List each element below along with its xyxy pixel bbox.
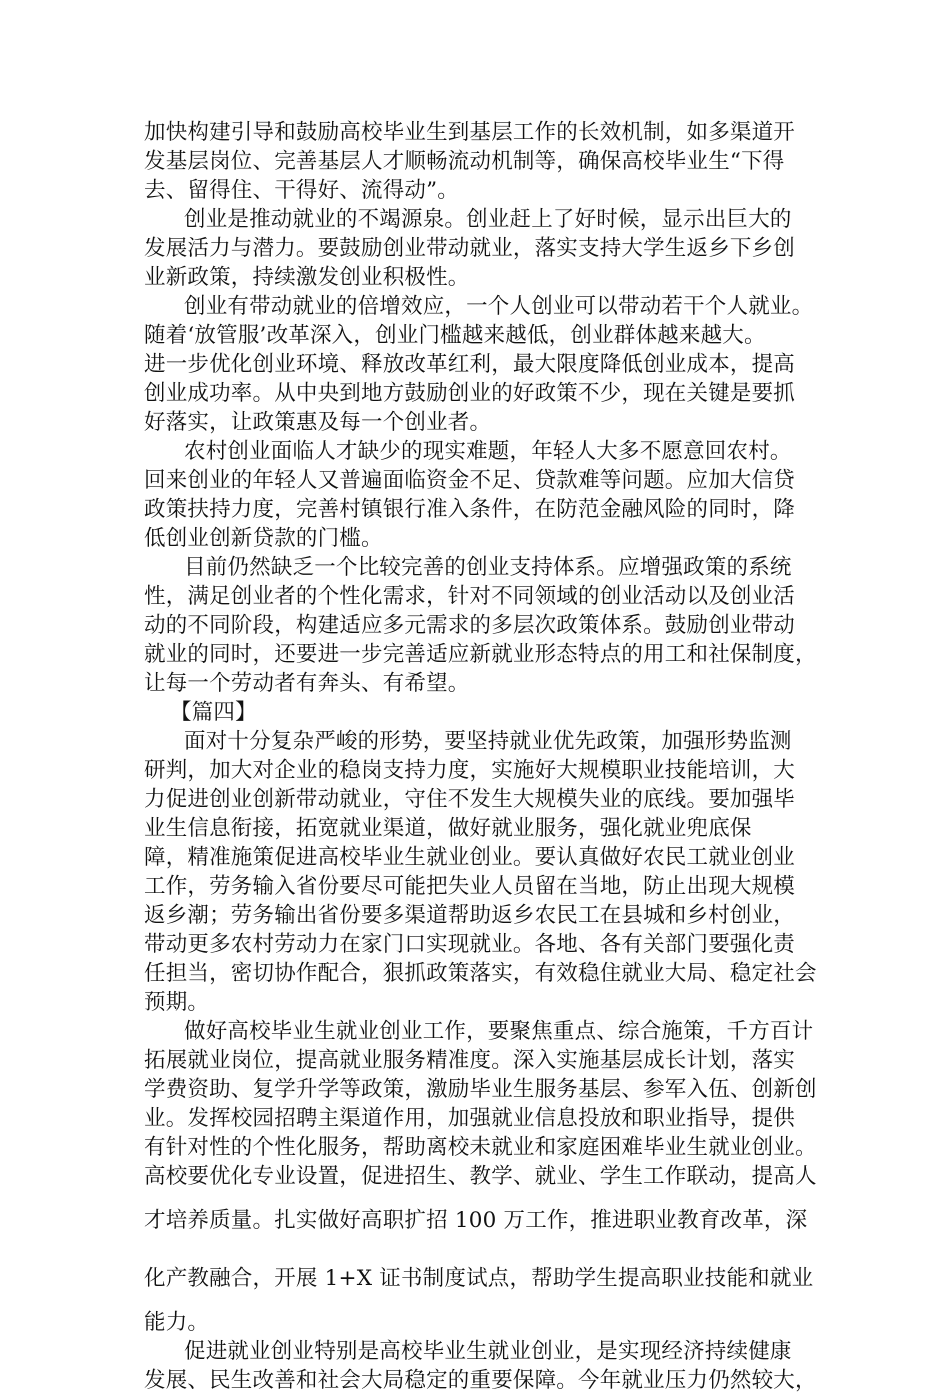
- text-line: 拓展就业岗位，提高就业服务精准度。深入实施基层成长计划，落实: [144, 1048, 796, 1073]
- text-line: 业生信息衔接，拓宽就业渠道，做好就业服务，强化就业兜底保: [144, 816, 752, 841]
- text-line: 去、留得住、干得好、流得动”。: [144, 178, 459, 203]
- text-line: 有针对性的个性化服务，帮助离校未就业和家庭困难毕业生就业创业。: [144, 1135, 817, 1160]
- text-line: 加快构建引导和鼓励高校毕业生到基层工作的长效机制，如多渠道开: [144, 120, 796, 145]
- text-line: 学费资助、复学升学等政策，激励毕业生服务基层、参军入伍、创新创: [144, 1077, 817, 1102]
- text-line: 发基层岗位、完善基层人才顺畅流动机制等，确保高校毕业生“下得: [144, 149, 785, 174]
- text-line: 让每一个劳动者有奔头、有希望。: [144, 671, 470, 696]
- paragraph-first-line: 目前仍然缺乏一个比较完善的创业支持体系。应增强政策的系统: [184, 555, 792, 580]
- text-line: 化产教融合，开展 1+X 证书制度试点，帮助学生提高职业技能和就业: [144, 1266, 814, 1291]
- text-line: 力促进创业创新带动就业，守住不发生大规模失业的底线。要加强毕: [144, 787, 796, 812]
- text-line: 发展活力与潜力。要鼓励创业带动就业，落实支持大学生返乡下乡创: [144, 236, 796, 261]
- text-line: 性，满足创业者的个性化需求，针对不同领域的创业活动以及创业活: [144, 584, 796, 609]
- document-body: [144, 118, 824, 1395]
- text-line: 就业的同时，还要进一步完善适应新就业形态特点的用工和社保制度，: [144, 642, 817, 667]
- text-line: 回来创业的年轻人又普遍面临资金不足、贷款难等问题。应加大信贷: [144, 468, 796, 493]
- text-line: 业。发挥校园招聘主渠道作用，加强就业信息投放和职业指导，提供: [144, 1106, 796, 1131]
- text-line: 障，精准施策促进高校毕业生就业创业。要认真做好农民工就业创业: [144, 845, 796, 870]
- text-line: 任担当，密切协作配合，狠抓政策落实，有效稳住就业大局、稳定社会: [144, 961, 817, 986]
- text-line: 高校要优化专业设置，促进招生、教学、就业、学生工作联动，提高人: [144, 1164, 817, 1189]
- text-line: 研判，加大对企业的稳岗支持力度，实施好大规模职业技能培训，大: [144, 758, 796, 783]
- section-heading: 【篇四】: [170, 700, 257, 725]
- text-line: 业新政策，持续激发创业积极性。: [144, 265, 470, 290]
- text-line: 随着‘放管服’改革深入，创业门槛越来越低，创业群体越来越大。: [144, 323, 766, 348]
- paragraph-first-line: 创业有带动就业的倍增效应，一个人创业可以带动若干个人就业。: [184, 294, 814, 319]
- text-line: 带动更多农村劳动力在家门口实现就业。各地、各有关部门要强化责: [144, 932, 796, 957]
- text-line: 才培养质量。扎实做好高职扩招 100 万工作，推进职业教育改革，深: [144, 1208, 808, 1233]
- text-line: 进一步优化创业环境、释放改革红利，最大限度降低创业成本，提高: [144, 352, 796, 377]
- paragraph-first-line: 创业是推动就业的不竭源泉。创业赶上了好时候，显示出巨大的: [184, 207, 792, 232]
- text-line: 预期。: [144, 990, 210, 1015]
- text-line: 返乡潮；劳务输出省份要多渠道帮助返乡农民工在县城和乡村创业，: [144, 903, 796, 928]
- text-line: 创业成功率。从中央到地方鼓励创业的好政策不少，现在关键是要抓: [144, 381, 796, 406]
- text-line: 工作，劳务输入省份要尽可能把失业人员留在当地，防止出现大规模: [144, 874, 796, 899]
- paragraph-first-line: 促进就业创业特别是高校毕业生就业创业，是实现经济持续健康: [184, 1339, 792, 1364]
- text-line: 动的不同阶段，构建适应多元需求的多层次政策体系。鼓励创业带动: [144, 613, 796, 638]
- text-line: 好落实，让政策惠及每一个创业者。: [144, 410, 492, 435]
- text-line: 发展、民生改善和社会大局稳定的重要保障。今年就业压力仍然较大，: [144, 1368, 817, 1393]
- paragraph-first-line: 面对十分复杂严峻的形势，要坚持就业优先政策，加强形势监测: [184, 729, 792, 754]
- text-line: 政策扶持力度，完善村镇银行准入条件，在防范金融风险的同时，降: [144, 497, 796, 522]
- paragraph-first-line: 做好高校毕业生就业创业工作，要聚焦重点、综合施策，千方百计: [184, 1019, 814, 1044]
- text-line: 低创业创新贷款的门槛。: [144, 526, 383, 551]
- text-line: 能力。: [144, 1310, 210, 1335]
- paragraph-first-line: 农村创业面临人才缺少的现实难题，年轻人大多不愿意回农村。: [184, 439, 792, 464]
